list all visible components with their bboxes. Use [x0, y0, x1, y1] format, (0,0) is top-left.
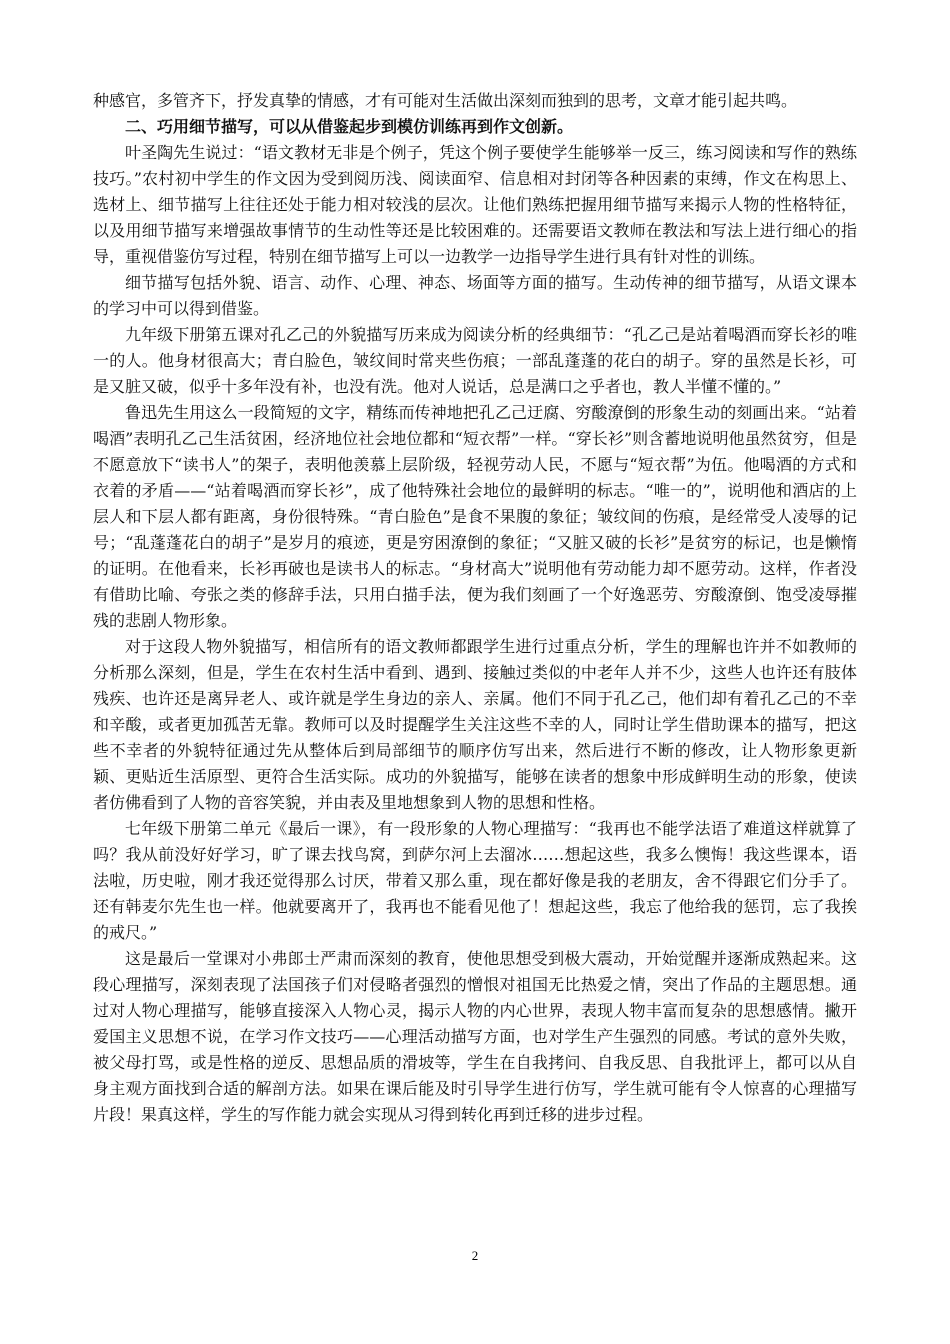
- paragraph: 叶圣陶先生说过：“语文教材无非是个例子，凭这个例子要使学生能够举一反三，练习阅读和写作的熟练技巧。”农村初中学生的作文因为受到阅历浅、阅读面窄、信息相对封闭等各种因素的束缚，作文在构思上、选材上、细节描写上往往还处于能力相对较浅的层次。让他们熟练把握用细节描写来揭示人物的性格特征，以及用细节描写来增强故事情节的生动性等还是比较困难的。还需要语文教师在教法和写法上进行细心的指导，重视借鉴仿写过程，特别在细节描写上可以一边教学一边指导学生进行具有针对性的训练。: [93, 143, 857, 266]
- paragraph: 七年级下册第二单元《最后一课》，有一段形象的人物心理描写：“我再也不能学法语了难道这样就算了吗？我从前没好好学习，旷了课去找鸟窝，到萨尔河上去溜冰……想起这些，我多么懊悔！我这些课本，语法啦，历史啦，刚才我还觉得那么讨厌，带着又那么重，现在都好像是我的老朋友，舍不得跟它们分手了。还有韩麦尔先生也一样。他就要离开了，我再也不能看见他了！想起这些，我忘了他给我的惩罚，忘了我挨的戒尺。”: [93, 819, 857, 942]
- paragraph: 这是最后一堂课对小弗郎士严肃而深刻的教育，使他思想受到极大震动，开始觉醒并逐渐成熟起来。这段心理描写，深刻表现了法国孩子们对侵略者强烈的憎恨对祖国无比热爱之情，突出了作品的主题思想。通过对人物心理描写，能够直接深入人物心灵，揭示人物的内心世界，表现人物丰富而复杂的思想感情。撇开爱国主义思想不说，在学习作文技巧——心理活动描写方面，也对学生产生强烈的同感。考试的意外失败，被父母打骂，或是性格的逆反、思想品质的滑坡等，学生在自我拷问、自我反思、自我批评上，都可以从自身主观方面找到合适的解剖方法。如果在课后能及时引导学生进行仿写，学生就可能有令人惊喜的心理描写片段！果真这样，学生的写作能力就会实现从习得到转化再到迁移的进步过程。: [93, 949, 857, 1124]
- paragraph: 九年级下册第五课对孔乙己的外貌描写历来成为阅读分析的经典细节：“孔乙己是站着喝酒而穿长衫的唯一的人。他身材很高大；青白脸色，皱纹间时常夹些伤痕；一部乱蓬蓬的花白的胡子。穿的虽然是长衫，可是又脏又破，似乎十多年没有补，也没有洗。他对人说话，总是满口之乎者也，教人半懂不懂的。”: [93, 325, 857, 396]
- paragraph: 对于这段人物外貌描写，相信所有的语文教师都跟学生进行过重点分析，学生的理解也许并不如教师的分析那么深刻，但是，学生在农村生活中看到、遇到、接触过类似的中老年人并不少，这些人也许还有肢体残疾、也许还是离异老人、或许就是学生身边的亲人、亲属。他们不同于孔乙己，他们却有着孔乙己的不幸和辛酸，或者更加孤苦无靠。教师可以及时提醒学生关注这些不幸的人，同时让学生借助课本的描写，把这些不幸者的外貌特征通过先从整体后到局部细节的顺序仿写出来，然后进行不断的修改，让人物形象更新颖、更贴近生活原型、更符合生活实际。成功的外貌描写，能够在读者的想象中形成鲜明生动的形象，使读者仿佛看到了人物的音容笑貌，并由表及里地想象到人物的思想和性格。: [93, 637, 857, 812]
- paragraph: 鲁迅先生用这么一段简短的文字，精练而传神地把孔乙己迂腐、穷酸潦倒的形象生动的刻画出来。“站着喝酒”表明孔乙己生活贫困，经济地位社会地位都和“短衣帮”一样。“穿长衫”则含蓄地说明他虽然贫穷，但是不愿意放下“读书人”的架子，表明他羡慕上层阶级，轻视劳动人民，不愿与“短衣帮”为伍。他喝酒的方式和衣着的矛盾——“站着喝酒而穿长衫”，成了他特殊社会地位的最鲜明的标志。“唯一的”，说明他和酒店的上层人和下层人都有距离，身份很特殊。“青白脸色”是食不果腹的象征；皱纹间的伤痕，是经常受人凌辱的记号；“乱蓬蓬花白的胡子”是岁月的痕迹，更是穷困潦倒的象征；“又脏又破的长衫”是贫穷的标记，也是懒惰的证明。在他看来，长衫再破也是读书人的标志。“身材高大”说明他有劳动能力却不愿劳动。这样，作者没有借助比喻、夸张之类的修辞手法，只用白描手法，便为我们刻画了一个好逸恶劳、穷酸潦倒、饱受凌辱摧残的悲剧人物形象。: [93, 403, 857, 630]
- paragraph: 细节描写包括外貌、语言、动作、心理、神态、场面等方面的描写。生动传神的细节描写，从语文课本的学习中可以得到借鉴。: [93, 273, 857, 318]
- paragraph-continuation: 种感官，多管齐下，抒发真挚的情感，才有可能对生活做出深刻而独到的思考，文章才能引起共鸣。: [93, 91, 798, 110]
- section-heading: 二、巧用细节描写，可以从借鉴起步到模仿训练再到作文创新。: [125, 117, 574, 136]
- page-number: 2: [471, 1248, 479, 1263]
